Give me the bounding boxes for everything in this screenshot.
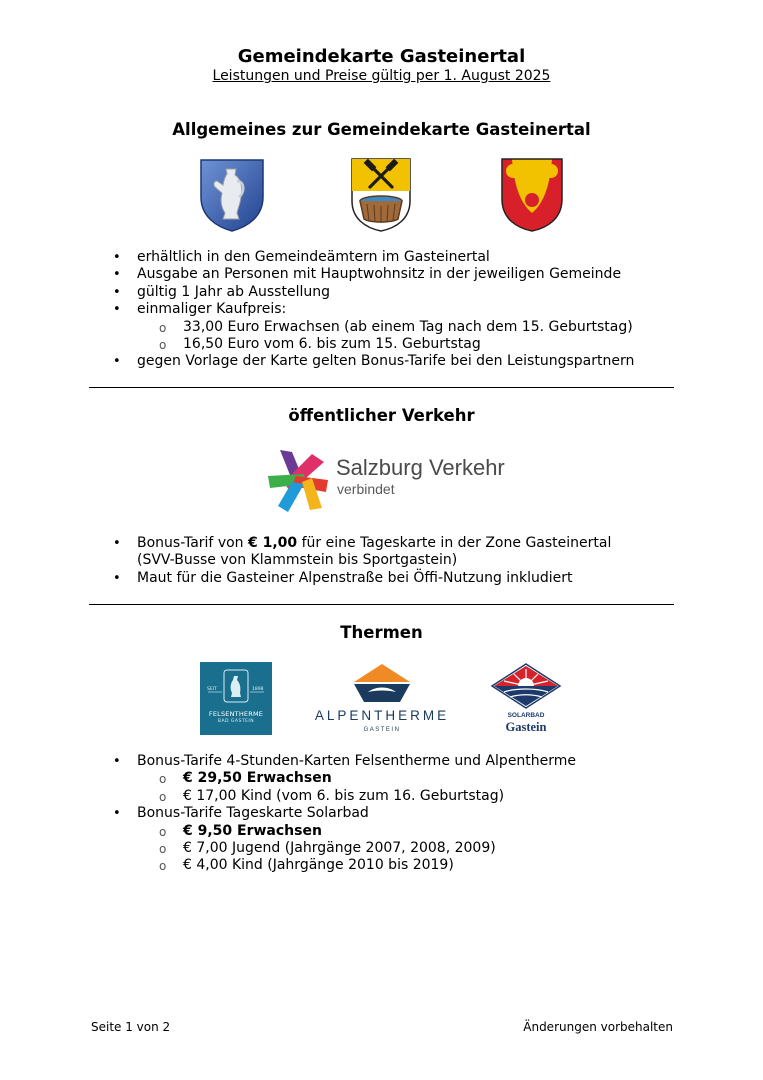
sub-list-item: o € 29,50 Erwachsen: [159, 770, 332, 787]
bad-hofgastein-crest-icon: [199, 157, 265, 233]
list-item: • Bonus-Tarife 4-Stunden-Karten Felsentherme und Alpentherme: [113, 753, 577, 769]
alpentherme-place: GASTEIN: [363, 727, 401, 733]
svv-logo-subtitle: verbindet: [337, 481, 395, 497]
felsentherme-year-left: SEIT: [207, 687, 217, 692]
footer-page-number: Seite 1 von 2: [91, 1020, 171, 1034]
salzburg-verkehr-logo: [262, 446, 522, 516]
felsentherme-logo: [200, 662, 272, 735]
alpentherme-logo: [304, 660, 460, 740]
list-item: • Bonus-Tarife Tageskarte Solarbad: [113, 805, 369, 822]
solarbad-sun-icon: [490, 662, 562, 710]
felsentherme-place: BAD GASTEIN: [217, 719, 255, 724]
sub-list-item: o 16,50 Euro vom 6. bis zum 15. Geburtstag: [159, 336, 481, 353]
general-list: [0, 249, 680, 371]
list-item: • Maut für die Gasteiner Alpenstraße bei Öffi-Nutzung inkludiert: [113, 569, 573, 586]
sub-list-item: o € 9,50 Erwachsen: [159, 822, 322, 839]
list-item: • erhältlich in den Gemeindeämtern im Gasteinertal: [113, 249, 490, 265]
thermen-list: [0, 753, 680, 875]
heading-transport: öffentlicher Verkehr: [288, 406, 475, 425]
footer-disclaimer: Änderungen vorbehalten: [523, 1020, 673, 1034]
dorfgastein-crest-icon: [350, 157, 412, 233]
solarbad-place: Gastein: [505, 720, 547, 734]
svv-star-icon: [262, 446, 334, 516]
felsentherme-year-right: 1898: [252, 687, 264, 692]
felsentherme-name: FELSENTHERME: [208, 710, 264, 718]
alpentherme-mountain-icon: [350, 662, 414, 704]
section-divider: [89, 387, 674, 388]
svv-logo-title: Salzburg Verkehr: [336, 455, 505, 480]
bad-gastein-crest-icon: [500, 157, 564, 233]
list-item: • gültig 1 Jahr ab Ausstellung: [113, 283, 330, 300]
sub-list-item: o € 17,00 Kind (vom 6. bis zum 16. Geburtstag): [159, 787, 505, 804]
page-subtitle: [0, 68, 763, 84]
list-item: • einmaliger Kaufpreis:: [113, 301, 287, 318]
list-item: • gegen Vorlage der Karte gelten Bonus-Tarife bei den Leistungspartnern: [113, 353, 635, 370]
transport-list: [0, 535, 680, 587]
subtitle-text: Leistungen und Preise gültig per 1. August 2025: [212, 68, 551, 84]
list-item: • Ausgabe an Personen mit Hauptwohnsitz in der jeweiligen Gemeinde: [113, 266, 622, 283]
page-title: Gemeindekarte Gasteinertal: [237, 46, 526, 67]
alpentherme-name: ALPENTHERME: [314, 708, 450, 723]
felsentherme-emblem-icon: [200, 662, 272, 735]
list-item-continuation: (SVV-Busse von Klammstein bis Sportgastein): [137, 552, 458, 569]
sub-list-item: o € 4,00 Kind (Jahrgänge 2010 bis 2019): [159, 857, 454, 874]
section-divider: [89, 604, 674, 605]
heading-general: Allgemeines zur Gemeindekarte Gasteinertal: [172, 120, 591, 139]
heading-thermen: Thermen: [340, 623, 423, 642]
list-item: • Bonus-Tarif von € 1,00 für eine Tageskarte in der Zone Gasteinertal: [113, 535, 612, 551]
transport-price: € 1,00: [248, 535, 298, 551]
sub-list-item: o 33,00 Euro Erwachsen (ab einem Tag nach dem 15. Geburtstag): [159, 318, 633, 335]
sub-list-item: o € 7,00 Jugend (Jahrgänge 2007, 2008, 2009): [159, 840, 496, 857]
solarbad-name: SOLARBAD: [507, 712, 545, 719]
solarbad-logo: [490, 662, 562, 738]
